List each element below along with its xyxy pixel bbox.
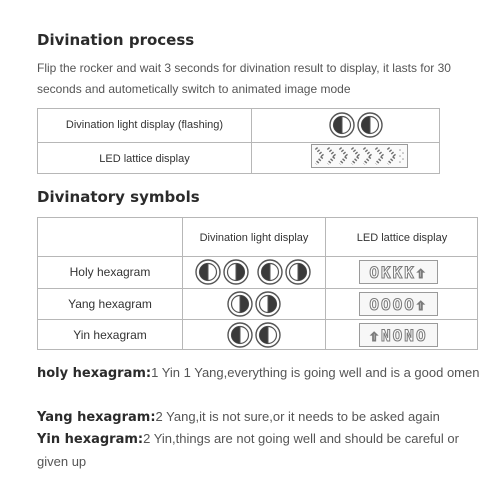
divinatory-symbols-title: Divinatory symbols: [37, 188, 200, 206]
led-display-yang: [359, 292, 438, 316]
divination-light-lamps: [329, 112, 383, 138]
half-left-lamp-icon: [195, 259, 221, 285]
yin-hexagram-meaning: [37, 428, 487, 473]
half-left-lamp-icon: [357, 112, 383, 138]
column-header-led: LED lattice display: [356, 232, 448, 244]
half-right-lamp-icon: [255, 291, 281, 317]
term-label: Yin hexagram:: [37, 432, 144, 447]
led-text: ⇧NONO: [369, 325, 428, 345]
holy-lamps: [195, 259, 311, 285]
term-text: 1 Yin 1 Yang,everything is going well and is a good omen: [151, 365, 480, 380]
term-label: Yang hexagram:: [37, 410, 156, 425]
yang-hexagram-meaning: [37, 406, 487, 429]
half-left-lamp-icon: [257, 259, 283, 285]
row-label-holy: Holy hexagram: [69, 265, 151, 279]
term-text: 2 Yin,things are not going well and should be careful or given up: [37, 431, 459, 469]
yin-lamps: [227, 322, 281, 348]
yang-lamps: [227, 291, 281, 317]
half-right-lamp-icon: [223, 259, 249, 285]
led-chevron-arrows-display: [311, 144, 408, 168]
led-display-holy: [359, 260, 438, 284]
divination-process-title: Divination process: [37, 31, 195, 49]
led-text: OKKK⇧: [369, 262, 428, 282]
row-label-yang: Yang hexagram: [68, 297, 152, 311]
half-left-lamp-icon: [255, 322, 281, 348]
table-row: [38, 109, 439, 141]
half-left-lamp-icon: [329, 112, 355, 138]
led-display-yin: [359, 323, 438, 347]
led-text: OOOO⇧: [369, 294, 428, 314]
row-label: Divination light display (flashing): [65, 119, 224, 131]
row-label: LED lattice display: [99, 153, 190, 165]
divination-process-intro: Flip the rocker and wait 3 seconds for divination result to display, it lasts for 30 seconds and autometically switch to animated image mode: [37, 61, 451, 96]
column-header-light: Divination light display: [199, 232, 309, 244]
half-right-lamp-icon: [285, 259, 311, 285]
half-left-lamp-icon: [227, 322, 253, 348]
half-right-lamp-icon: [227, 291, 253, 317]
term-text: 2 Yang,it is not sure,or it needs to be asked again: [155, 409, 440, 424]
divinatory-symbols-table: [37, 217, 478, 350]
holy-hexagram-meaning: [37, 362, 487, 385]
term-label: holy hexagram:: [37, 366, 152, 381]
row-label-yin: Yin hexagram: [73, 328, 147, 342]
